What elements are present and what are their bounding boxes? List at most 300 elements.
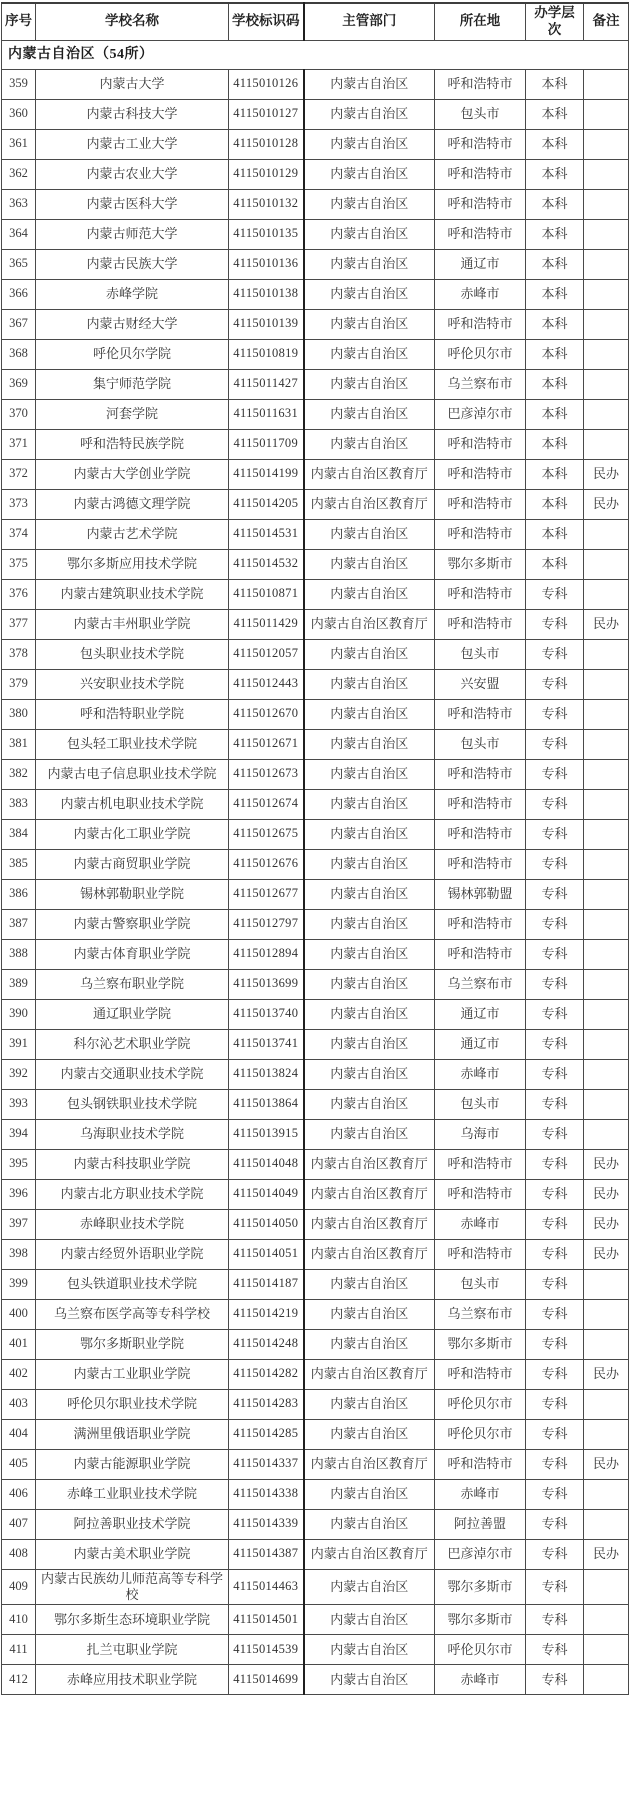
- cell-name: 包头钢铁职业技术学院: [36, 1089, 229, 1119]
- cell-note: 民办: [584, 459, 629, 489]
- cell-city: 兴安盟: [435, 669, 526, 699]
- column-header-level: 办学层次: [526, 3, 584, 40]
- cell-code: 4115012894: [229, 939, 304, 969]
- cell-dept: 内蒙古自治区: [304, 1089, 435, 1119]
- cell-city: 通辽市: [435, 999, 526, 1029]
- cell-no: 395: [2, 1149, 36, 1179]
- cell-name: 内蒙古商贸职业学院: [36, 849, 229, 879]
- cell-note: [584, 759, 629, 789]
- cell-city: 呼和浩特市: [435, 939, 526, 969]
- table-row: [2, 129, 629, 159]
- cell-city: 呼和浩特市: [435, 1449, 526, 1479]
- cell-note: [584, 519, 629, 549]
- cell-level: 专科: [526, 1209, 584, 1239]
- cell-code: 4115010135: [229, 219, 304, 249]
- cell-no: 396: [2, 1179, 36, 1209]
- cell-level: 本科: [526, 489, 584, 519]
- cell-city: 呼伦贝尔市: [435, 1419, 526, 1449]
- cell-note: [584, 1269, 629, 1299]
- cell-dept: 内蒙古自治区: [304, 279, 435, 309]
- cell-name: 科尔沁艺术职业学院: [36, 1029, 229, 1059]
- cell-no: 377: [2, 609, 36, 639]
- cell-no: 385: [2, 849, 36, 879]
- cell-dept: 内蒙古自治区: [304, 99, 435, 129]
- cell-city: 包头市: [435, 729, 526, 759]
- table-row: [2, 399, 629, 429]
- cell-city: 呼和浩特市: [435, 909, 526, 939]
- cell-note: [584, 849, 629, 879]
- cell-dept: 内蒙古自治区: [304, 429, 435, 459]
- cell-dept: 内蒙古自治区: [304, 849, 435, 879]
- cell-city: 鄂尔多斯市: [435, 1605, 526, 1635]
- cell-name: 内蒙古丰州职业学院: [36, 609, 229, 639]
- cell-city: 赤峰市: [435, 1209, 526, 1239]
- cell-level: 专科: [526, 1419, 584, 1449]
- cell-name: 内蒙古科技大学: [36, 99, 229, 129]
- cell-code: 4115014048: [229, 1149, 304, 1179]
- cell-code: 4115010127: [229, 99, 304, 129]
- cell-code: 4115012677: [229, 879, 304, 909]
- table-row: [2, 69, 629, 99]
- cell-name: 内蒙古警察职业学院: [36, 909, 229, 939]
- cell-dept: 内蒙古自治区: [304, 1059, 435, 1089]
- cell-no: 406: [2, 1479, 36, 1509]
- table-row: [2, 309, 629, 339]
- cell-note: [584, 99, 629, 129]
- cell-name: 内蒙古农业大学: [36, 159, 229, 189]
- cell-name: 满洲里俄语职业学院: [36, 1419, 229, 1449]
- cell-dept: 内蒙古自治区: [304, 1419, 435, 1449]
- cell-city: 呼和浩特市: [435, 189, 526, 219]
- cell-note: [584, 1389, 629, 1419]
- cell-name: 内蒙古机电职业技术学院: [36, 789, 229, 819]
- cell-name: 内蒙古电子信息职业技术学院: [36, 759, 229, 789]
- cell-level: 专科: [526, 1389, 584, 1419]
- cell-note: 民办: [584, 1239, 629, 1269]
- cell-code: 4115013915: [229, 1119, 304, 1149]
- cell-city: 锡林郭勒盟: [435, 879, 526, 909]
- cell-code: 4115012057: [229, 639, 304, 669]
- cell-dept: 内蒙古自治区: [304, 639, 435, 669]
- cell-dept: 内蒙古自治区: [304, 579, 435, 609]
- cell-no: 366: [2, 279, 36, 309]
- cell-code: 4115012675: [229, 819, 304, 849]
- cell-no: 372: [2, 459, 36, 489]
- cell-no: 361: [2, 129, 36, 159]
- cell-code: 4115012674: [229, 789, 304, 819]
- cell-name: 呼伦贝尔职业技术学院: [36, 1389, 229, 1419]
- cell-dept: 内蒙古自治区教育厅: [304, 1449, 435, 1479]
- university-list-table: [1, 2, 629, 1695]
- table-row: [2, 1089, 629, 1119]
- cell-note: 民办: [584, 489, 629, 519]
- cell-city: 呼和浩特市: [435, 1149, 526, 1179]
- cell-name: 内蒙古化工职业学院: [36, 819, 229, 849]
- cell-note: [584, 279, 629, 309]
- cell-city: 赤峰市: [435, 1479, 526, 1509]
- table-row: [2, 579, 629, 609]
- cell-no: 381: [2, 729, 36, 759]
- cell-level: 专科: [526, 1299, 584, 1329]
- cell-note: [584, 729, 629, 759]
- cell-dept: 内蒙古自治区教育厅: [304, 1239, 435, 1269]
- cell-level: 专科: [526, 1665, 584, 1695]
- table-row: [2, 1359, 629, 1389]
- cell-note: [584, 1605, 629, 1635]
- cell-name: 锡林郭勒职业学院: [36, 879, 229, 909]
- cell-name: 内蒙古能源职业学院: [36, 1449, 229, 1479]
- table-row: [2, 429, 629, 459]
- table-row: [2, 669, 629, 699]
- cell-city: 包头市: [435, 1089, 526, 1119]
- cell-note: [584, 999, 629, 1029]
- cell-no: 403: [2, 1389, 36, 1419]
- cell-dept: 内蒙古自治区教育厅: [304, 1209, 435, 1239]
- cell-dept: 内蒙古自治区: [304, 249, 435, 279]
- cell-level: 本科: [526, 369, 584, 399]
- cell-name: 呼和浩特职业学院: [36, 699, 229, 729]
- cell-city: 呼和浩特市: [435, 759, 526, 789]
- cell-note: [584, 129, 629, 159]
- table-row: [2, 729, 629, 759]
- cell-code: 4115010132: [229, 189, 304, 219]
- cell-dept: 内蒙古自治区: [304, 759, 435, 789]
- cell-code: 4115010136: [229, 249, 304, 279]
- cell-name: 鄂尔多斯生态环境职业学院: [36, 1605, 229, 1635]
- table-row: [2, 909, 629, 939]
- table-row: [2, 1419, 629, 1449]
- cell-code: 4115012676: [229, 849, 304, 879]
- cell-no: 374: [2, 519, 36, 549]
- header-row: [2, 3, 629, 40]
- cell-code: 4115010129: [229, 159, 304, 189]
- cell-note: [584, 1119, 629, 1149]
- cell-no: 384: [2, 819, 36, 849]
- cell-level: 本科: [526, 459, 584, 489]
- cell-no: 405: [2, 1449, 36, 1479]
- cell-name: 乌兰察布职业学院: [36, 969, 229, 999]
- cell-name: 内蒙古民族幼儿师范高等专科学校: [36, 1569, 229, 1605]
- cell-level: 本科: [526, 399, 584, 429]
- cell-note: [584, 429, 629, 459]
- cell-dept: 内蒙古自治区教育厅: [304, 609, 435, 639]
- cell-dept: 内蒙古自治区教育厅: [304, 1149, 435, 1179]
- cell-dept: 内蒙古自治区: [304, 159, 435, 189]
- section-header: 内蒙古自治区（54所）: [2, 40, 629, 69]
- table-row: [2, 1329, 629, 1359]
- table-row: [2, 339, 629, 369]
- column-header-city: 所在地: [435, 3, 526, 40]
- cell-level: 专科: [526, 909, 584, 939]
- table-row: [2, 1449, 629, 1479]
- cell-level: 专科: [526, 699, 584, 729]
- cell-note: 民办: [584, 1449, 629, 1479]
- table-row: [2, 459, 629, 489]
- cell-note: [584, 1479, 629, 1509]
- cell-dept: 内蒙古自治区教育厅: [304, 1359, 435, 1389]
- cell-dept: 内蒙古自治区: [304, 969, 435, 999]
- cell-level: 专科: [526, 1449, 584, 1479]
- cell-no: 410: [2, 1605, 36, 1635]
- cell-code: 4115012671: [229, 729, 304, 759]
- cell-no: 373: [2, 489, 36, 519]
- cell-no: 411: [2, 1635, 36, 1665]
- cell-no: 400: [2, 1299, 36, 1329]
- table-row: [2, 1239, 629, 1269]
- table-row: [2, 819, 629, 849]
- table-row: [2, 1665, 629, 1695]
- cell-note: [584, 1299, 629, 1329]
- cell-no: 376: [2, 579, 36, 609]
- cell-note: 民办: [584, 1179, 629, 1209]
- cell-dept: 内蒙古自治区: [304, 1029, 435, 1059]
- cell-name: 集宁师范学院: [36, 369, 229, 399]
- cell-level: 专科: [526, 969, 584, 999]
- column-header-note: 备注: [584, 3, 629, 40]
- cell-no: 368: [2, 339, 36, 369]
- cell-level: 专科: [526, 1239, 584, 1269]
- cell-note: [584, 1329, 629, 1359]
- cell-code: 4115014248: [229, 1329, 304, 1359]
- cell-code: 4115014285: [229, 1419, 304, 1449]
- cell-city: 呼和浩特市: [435, 1179, 526, 1209]
- cell-code: 4115014282: [229, 1359, 304, 1389]
- cell-level: 专科: [526, 939, 584, 969]
- cell-level: 本科: [526, 519, 584, 549]
- cell-name: 内蒙古师范大学: [36, 219, 229, 249]
- cell-city: 呼和浩特市: [435, 1239, 526, 1269]
- cell-level: 专科: [526, 1059, 584, 1089]
- cell-code: 4115014337: [229, 1449, 304, 1479]
- cell-city: 呼和浩特市: [435, 579, 526, 609]
- table-row: [2, 279, 629, 309]
- cell-city: 呼和浩特市: [435, 789, 526, 819]
- table-row: [2, 849, 629, 879]
- table-row: [2, 789, 629, 819]
- cell-note: [584, 819, 629, 849]
- cell-note: 民办: [584, 1539, 629, 1569]
- cell-city: 鄂尔多斯市: [435, 1329, 526, 1359]
- cell-code: 4115012443: [229, 669, 304, 699]
- cell-level: 本科: [526, 129, 584, 159]
- cell-no: 407: [2, 1509, 36, 1539]
- cell-name: 包头轻工职业技术学院: [36, 729, 229, 759]
- cell-note: [584, 939, 629, 969]
- cell-name: 乌兰察布医学高等专科学校: [36, 1299, 229, 1329]
- column-header-dept: 主管部门: [304, 3, 435, 40]
- table-row: [2, 759, 629, 789]
- cell-no: 367: [2, 309, 36, 339]
- cell-dept: 内蒙古自治区教育厅: [304, 459, 435, 489]
- table-row: [2, 969, 629, 999]
- cell-name: 内蒙古交通职业技术学院: [36, 1059, 229, 1089]
- cell-note: [584, 579, 629, 609]
- cell-level: 专科: [526, 639, 584, 669]
- cell-city: 呼和浩特市: [435, 129, 526, 159]
- cell-name: 赤峰工业职业技术学院: [36, 1479, 229, 1509]
- cell-dept: 内蒙古自治区: [304, 669, 435, 699]
- cell-level: 专科: [526, 609, 584, 639]
- cell-dept: 内蒙古自治区: [304, 1509, 435, 1539]
- cell-note: [584, 669, 629, 699]
- cell-no: 397: [2, 1209, 36, 1239]
- cell-code: 4115014532: [229, 549, 304, 579]
- cell-name: 阿拉善职业技术学院: [36, 1509, 229, 1539]
- cell-name: 内蒙古美术职业学院: [36, 1539, 229, 1569]
- cell-level: 专科: [526, 999, 584, 1029]
- cell-city: 呼和浩特市: [435, 699, 526, 729]
- cell-no: 378: [2, 639, 36, 669]
- cell-name: 内蒙古建筑职业技术学院: [36, 579, 229, 609]
- cell-name: 通辽职业学院: [36, 999, 229, 1029]
- cell-name: 内蒙古财经大学: [36, 309, 229, 339]
- cell-code: 4115011427: [229, 369, 304, 399]
- cell-code: 4115013699: [229, 969, 304, 999]
- cell-note: 民办: [584, 1149, 629, 1179]
- column-header-no: 序号: [2, 3, 36, 40]
- cell-name: 包头职业技术学院: [36, 639, 229, 669]
- cell-dept: 内蒙古自治区: [304, 1299, 435, 1329]
- cell-level: 本科: [526, 249, 584, 279]
- cell-name: 内蒙古工业职业学院: [36, 1359, 229, 1389]
- cell-code: 4115010128: [229, 129, 304, 159]
- table-row: [2, 939, 629, 969]
- cell-no: 402: [2, 1359, 36, 1389]
- cell-city: 乌兰察布市: [435, 1299, 526, 1329]
- cell-city: 包头市: [435, 639, 526, 669]
- cell-no: 369: [2, 369, 36, 399]
- cell-dept: 内蒙古自治区: [304, 1269, 435, 1299]
- cell-level: 专科: [526, 1479, 584, 1509]
- cell-code: 4115014205: [229, 489, 304, 519]
- cell-name: 包头铁道职业技术学院: [36, 1269, 229, 1299]
- cell-level: 专科: [526, 789, 584, 819]
- section-row: [2, 40, 629, 69]
- table-row: [2, 369, 629, 399]
- cell-note: [584, 789, 629, 819]
- table-row: [2, 219, 629, 249]
- cell-dept: 内蒙古自治区: [304, 1479, 435, 1509]
- cell-note: [584, 1419, 629, 1449]
- cell-level: 专科: [526, 1359, 584, 1389]
- cell-code: 4115012797: [229, 909, 304, 939]
- cell-no: 388: [2, 939, 36, 969]
- table-row: [2, 1149, 629, 1179]
- cell-code: 4115014219: [229, 1299, 304, 1329]
- cell-name: 乌海职业技术学院: [36, 1119, 229, 1149]
- cell-name: 内蒙古艺术学院: [36, 519, 229, 549]
- cell-code: 4115014283: [229, 1389, 304, 1419]
- cell-dept: 内蒙古自治区: [304, 819, 435, 849]
- cell-note: [584, 1665, 629, 1695]
- cell-level: 专科: [526, 1149, 584, 1179]
- cell-city: 呼和浩特市: [435, 519, 526, 549]
- cell-city: 赤峰市: [435, 1059, 526, 1089]
- cell-note: [584, 1089, 629, 1119]
- cell-dept: 内蒙古自治区: [304, 369, 435, 399]
- cell-dept: 内蒙古自治区: [304, 1635, 435, 1665]
- cell-no: 370: [2, 399, 36, 429]
- cell-city: 乌兰察布市: [435, 369, 526, 399]
- cell-name: 赤峰职业技术学院: [36, 1209, 229, 1239]
- cell-city: 通辽市: [435, 249, 526, 279]
- cell-name: 内蒙古经贸外语职业学院: [36, 1239, 229, 1269]
- cell-note: 民办: [584, 1359, 629, 1389]
- cell-code: 4115014501: [229, 1605, 304, 1635]
- cell-city: 巴彦淖尔市: [435, 399, 526, 429]
- cell-city: 呼伦贝尔市: [435, 1635, 526, 1665]
- cell-no: 392: [2, 1059, 36, 1089]
- cell-dept: 内蒙古自治区: [304, 1329, 435, 1359]
- table-row: [2, 159, 629, 189]
- cell-note: [584, 249, 629, 279]
- cell-note: [584, 549, 629, 579]
- cell-level: 专科: [526, 849, 584, 879]
- cell-name: 内蒙古民族大学: [36, 249, 229, 279]
- cell-level: 本科: [526, 69, 584, 99]
- table-row: [2, 879, 629, 909]
- cell-code: 4115014187: [229, 1269, 304, 1299]
- cell-level: 专科: [526, 1119, 584, 1149]
- cell-code: 4115014049: [229, 1179, 304, 1209]
- cell-level: 专科: [526, 879, 584, 909]
- cell-code: 4115011429: [229, 609, 304, 639]
- cell-city: 呼和浩特市: [435, 489, 526, 519]
- cell-level: 本科: [526, 219, 584, 249]
- table-row: [2, 1179, 629, 1209]
- cell-dept: 内蒙古自治区: [304, 399, 435, 429]
- table-row: [2, 609, 629, 639]
- cell-code: 4115010126: [229, 69, 304, 99]
- cell-note: [584, 1029, 629, 1059]
- cell-note: [584, 699, 629, 729]
- cell-city: 呼和浩特市: [435, 849, 526, 879]
- cell-no: 394: [2, 1119, 36, 1149]
- cell-city: 乌海市: [435, 1119, 526, 1149]
- cell-city: 鄂尔多斯市: [435, 549, 526, 579]
- cell-level: 专科: [526, 1635, 584, 1665]
- cell-dept: 内蒙古自治区: [304, 1119, 435, 1149]
- cell-level: 专科: [526, 1569, 584, 1605]
- cell-no: 390: [2, 999, 36, 1029]
- cell-dept: 内蒙古自治区: [304, 69, 435, 99]
- cell-code: 4115011709: [229, 429, 304, 459]
- cell-code: 4115011631: [229, 399, 304, 429]
- cell-level: 专科: [526, 759, 584, 789]
- cell-no: 412: [2, 1665, 36, 1695]
- table-row: [2, 1479, 629, 1509]
- cell-note: [584, 309, 629, 339]
- cell-note: [584, 159, 629, 189]
- cell-note: [584, 879, 629, 909]
- cell-dept: 内蒙古自治区教育厅: [304, 1179, 435, 1209]
- cell-no: 371: [2, 429, 36, 459]
- cell-name: 内蒙古大学: [36, 69, 229, 99]
- table-row: [2, 1299, 629, 1329]
- cell-level: 专科: [526, 669, 584, 699]
- cell-name: 赤峰应用技术职业学院: [36, 1665, 229, 1695]
- cell-level: 专科: [526, 1179, 584, 1209]
- cell-name: 内蒙古鸿德文理学院: [36, 489, 229, 519]
- cell-no: 391: [2, 1029, 36, 1059]
- cell-name: 河套学院: [36, 399, 229, 429]
- cell-dept: 内蒙古自治区: [304, 1605, 435, 1635]
- cell-name: 呼伦贝尔学院: [36, 339, 229, 369]
- cell-city: 呼和浩特市: [435, 1359, 526, 1389]
- cell-dept: 内蒙古自治区: [304, 129, 435, 159]
- cell-name: 内蒙古大学创业学院: [36, 459, 229, 489]
- column-header-name: 学校名称: [36, 3, 229, 40]
